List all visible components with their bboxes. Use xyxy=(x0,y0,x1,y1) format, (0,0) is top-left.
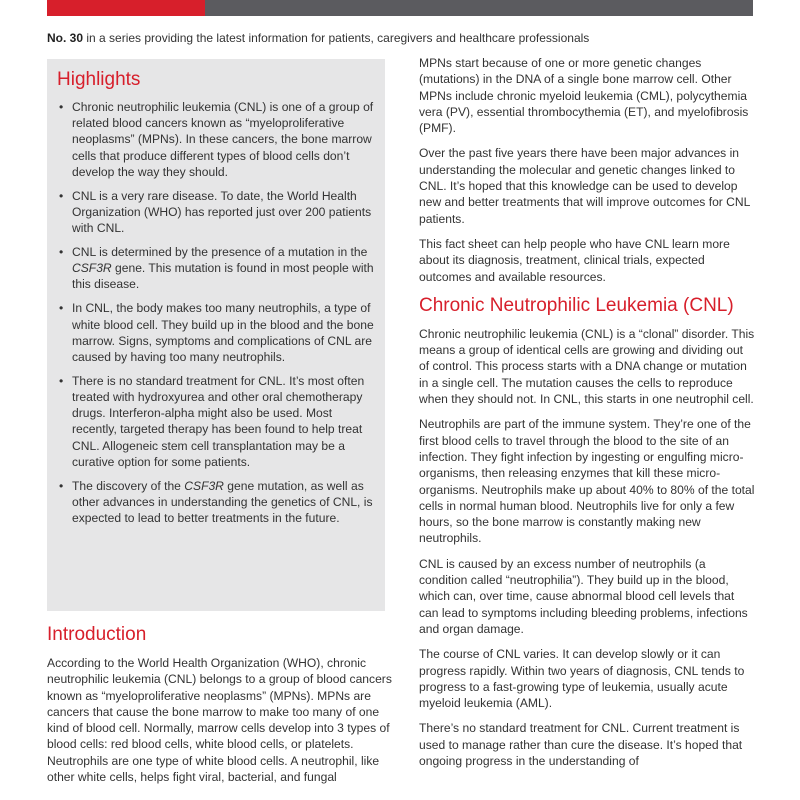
highlight-text: Chronic neutrophilic leukemia (CNL) is one of a group of related blood cancers known as “myeloproliferative neoplasms” (MPNs). In these cancers, the bone marrow cells that produce different types of blood cells don’t develop the way they should. xyxy=(72,100,374,179)
bullet-icon: • xyxy=(59,188,64,203)
highlight-text: In CNL, the body makes too many neutrophils, a type of white blood cell. They build up in the blood and the bone marrow. Signs, symptoms and complications of CNL are caused by having too many neutrophils. xyxy=(72,301,374,364)
series-text: in a series providing the latest information for patients, caregivers and healthcare professionals xyxy=(83,31,590,45)
paragraph: MPNs start because of one or more genetic changes (mutations) in the DNA of a single bone marrow cell. Other MPNs include chronic myeloid leukemia (CML), polycythemia vera (PV), essential thrombocythemia (ET), and myelofibrosis (PMF). xyxy=(419,56,749,136)
header-bar-accent xyxy=(47,0,205,16)
highlight-item xyxy=(59,300,377,365)
paragraph: There’s no standard treatment for CNL. Current treatment is used to manage rather than cure the disease. It’s hoped that ongoing progress in the understanding of xyxy=(419,721,743,768)
paragraph: This fact sheet can help people who have CNL learn more about its diagnosis, treatment, clinical trials, expected outcomes and available resources. xyxy=(419,236,730,284)
gene-name: CSF3R xyxy=(72,261,112,276)
highlight-text: gene mutation, as well as other advances in understanding the genetics of CNL, is expected to lead to better treatments in the future. xyxy=(72,478,373,526)
highlight-text: gene. This mutation is found in most people with this disease. xyxy=(72,261,374,292)
header-bar xyxy=(47,0,753,16)
highlight-text: The discovery of the xyxy=(72,478,185,493)
highlight-text: CNL is a very rare disease. To date, the World Health Organization (WHO) has reported just over 200 patients with CNL. xyxy=(72,188,372,236)
section-title: Chronic Neutrophilic Leukemia (CNL) xyxy=(419,294,734,316)
highlight-item xyxy=(59,244,377,293)
introduction-title: Introduction xyxy=(47,624,147,645)
bullet-icon: • xyxy=(59,245,64,259)
paragraph: Chronic neutrophilic leukemia (CNL) is a “clonal” disorder. This means a group of identical cells are growing and dividing out of control. This process starts with a DNA change or mutation in a single cell. The mutation causes the cells to reproduce when they should not. In CNL, this starts in one neutrophil cell. xyxy=(419,326,755,407)
paragraph: CNL is caused by an excess number of neutrophils (a condition called “neutrophilia”). They build up in the blood, which can, over time, cause abnormal blood cell levels that can lead to symptoms including bleeding problems, infections and organ damage. xyxy=(419,556,748,636)
highlight-item xyxy=(59,478,377,527)
introduction-text: According to the World Health Organization (WHO), chronic neutrophilic leukemia (CNL) belongs to a group of blood cancers known as “myeloproliferative neoplasms” (MPNs). MPNs are cancers that cause the bone marrow to make too many of one kind of blood cell. Normally, marrow cells develop into 3 types of blood cells: red blood cells, white blood cells, or platelets. Neutrophils are one type of white blood cells. A neutrophil, like other white cells, helps fight viral, bacterial, and fungal xyxy=(47,656,392,785)
series-number: No. 30 xyxy=(47,31,84,45)
bullet-icon: • xyxy=(59,373,64,388)
highlight-item xyxy=(59,188,377,237)
bullet-icon: • xyxy=(59,478,64,493)
bullet-icon: • xyxy=(59,301,64,316)
highlights-list xyxy=(59,99,377,534)
paragraph: The course of CNL varies. It can develop slowly or it can progress rapidly. Within two years of diagnosis, CNL tends to progress to a fast-growing type of leukemia, usually acute myeloid leukemia (AML). xyxy=(419,647,745,711)
highlight-text: There is no standard treatment for CNL. It’s most often treated with hydroxyurea and other oral chemotherapy drugs. Interferon-alpha might also be used. Most recently, targeted therapy has been found to help treat CNL. Allogeneic stem cell transplantation may be a curative option for some patients. xyxy=(72,373,365,469)
highlights-box xyxy=(47,59,385,611)
bullet-icon: • xyxy=(59,100,64,114)
highlight-text: CNL is determined by the presence of a mutation in the xyxy=(72,245,368,259)
right-column xyxy=(419,55,755,778)
highlight-item xyxy=(59,373,377,470)
paragraph: Neutrophils are part of the immune system. They’re one of the first blood cells to travel through the blood to the site of an infection. They fight infection by ingesting or engulfing micro-organisms, then releasing enzymes that kill these micro-organisms. Neutrophils make up about 40% to 80% of the total cells in normal human blood. Neutrophils live for only a few hours, so the bone marrow is constantly making new neutrophils. xyxy=(419,417,755,546)
highlights-title: Highlights xyxy=(57,69,141,90)
gene-name: CSF3R xyxy=(184,478,224,493)
paragraph: Over the past five years there have been major advances in understanding the molecular and genetic changes linked to CNL. It’s hoped that this knowledge can be used to develop new and better treatments that will improve outcomes for CNL patients. xyxy=(419,146,750,226)
highlight-item xyxy=(59,99,377,180)
series-line xyxy=(47,31,757,45)
